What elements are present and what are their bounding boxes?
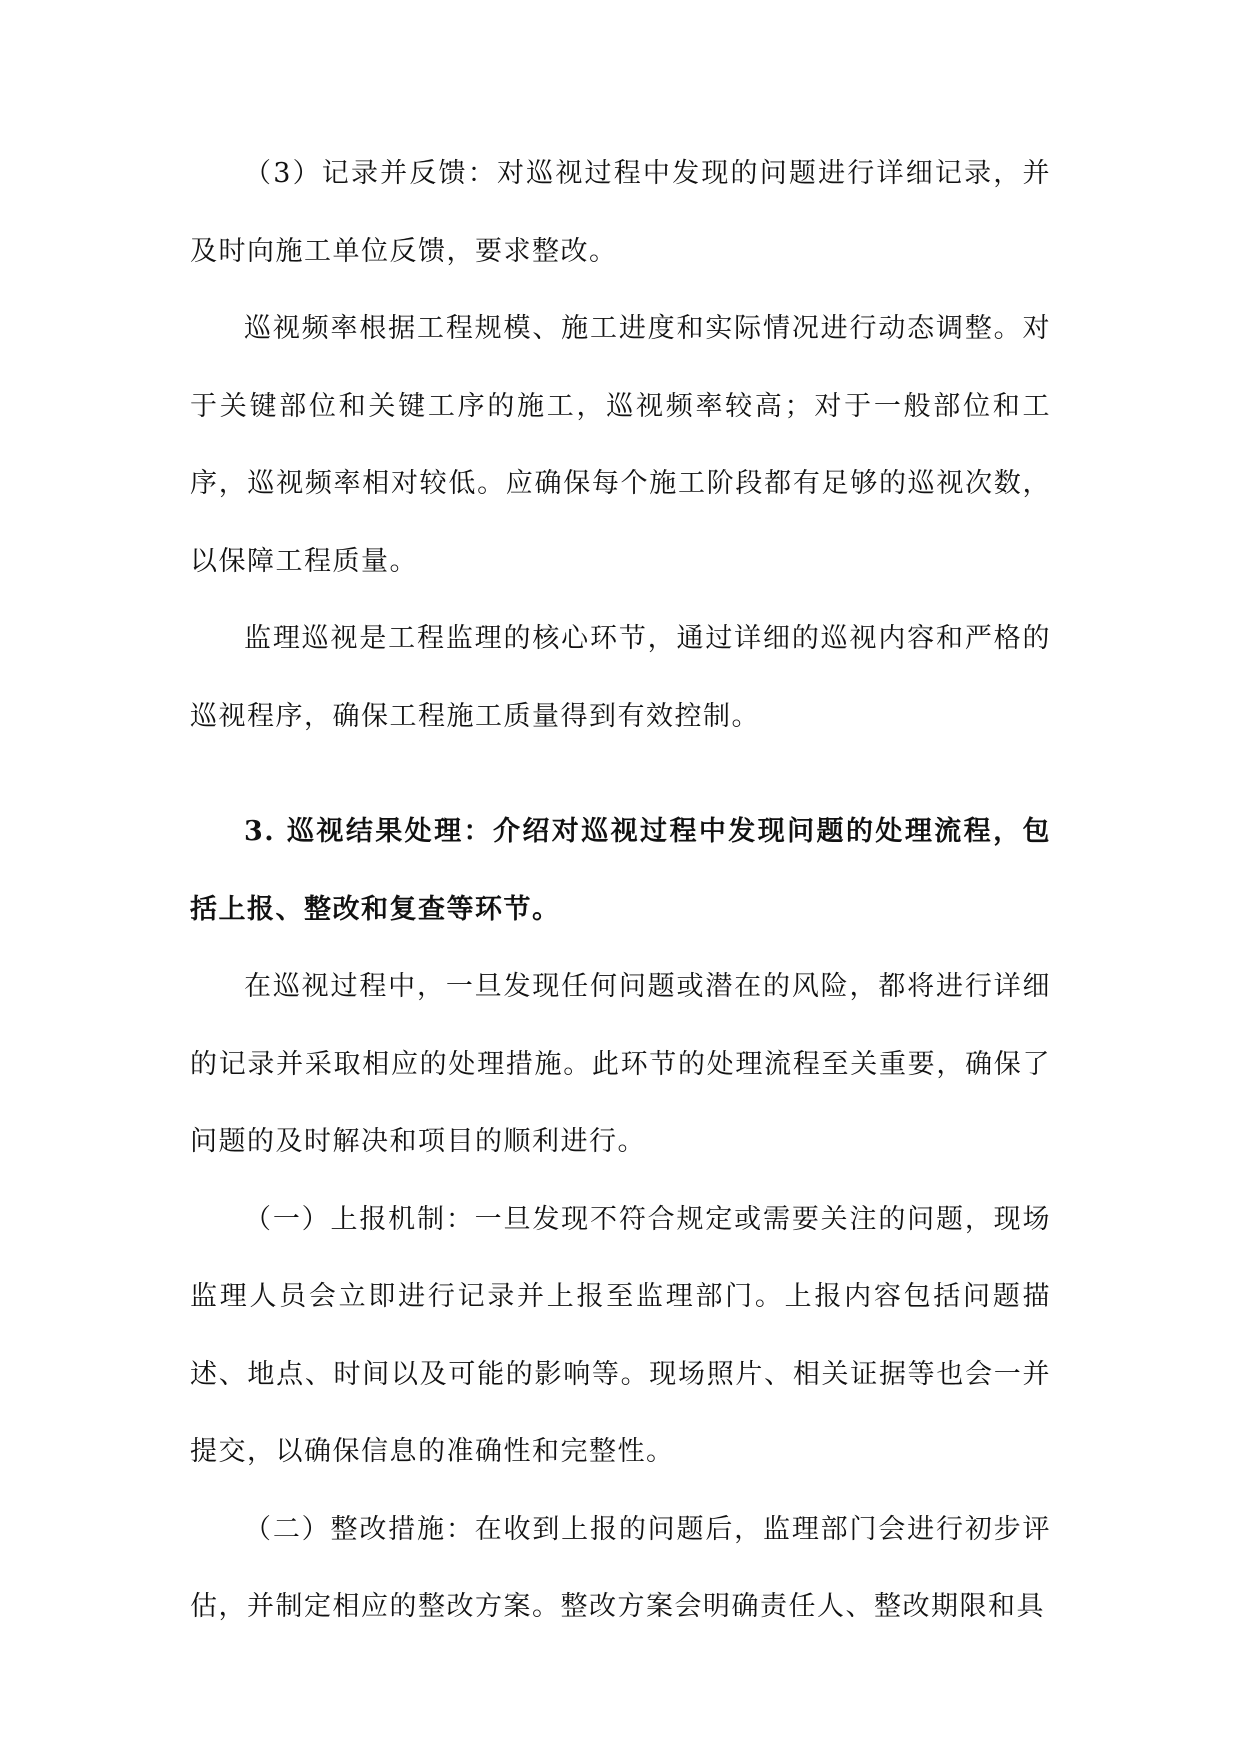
paragraph-inspection-summary: 监理巡视是工程监理的核心环节，通过详细的巡视内容和严格的巡视程序，确保工程施工质量得到有效控制。 — [190, 623, 1051, 732]
paragraph-rectification-measures: （二）整改措施：在收到上报的问题后，监理部门会进行初步评估，并制定相应的整改方案。整改方案会明确责任人、整改期限和具 — [190, 1513, 1051, 1622]
paragraph-inspection-frequency: 巡视频率根据工程规模、施工进度和实际情况进行动态调整。对于关键部位和关键工序的施工，巡视频率较高；对于一般部位和工序，巡视频率相对较低。应确保每个施工阶段都有足够的巡视次数，以保障工程质量。 — [190, 313, 1051, 577]
paragraph-results-intro: 在巡视过程中，一旦发现任何问题或潜在的风险，都将进行详细的记录并采取相应的处理措施。此环节的处理流程至关重要，确保了问题的及时解决和项目的顺利进行。 — [190, 971, 1051, 1157]
section-heading-inspection-results: 3. 巡视结果处理：介绍对巡视过程中发现问题的处理流程，包括上报、整改和复查等环节。 — [190, 816, 1051, 925]
paragraph-record-feedback: （3）记录并反馈：对巡视过程中发现的问题进行详细记录，并及时向施工单位反馈，要求整改。 — [190, 158, 1051, 267]
paragraph-reporting-mechanism: （一）上报机制：一旦发现不符合规定或需要关注的问题，现场监理人员会立即进行记录并上报至监理部门。上报内容包括问题描述、地点、时间以及可能的影响等。现场照片、相关证据等也会一并提交，以确保信息的准确性和完整性。 — [190, 1203, 1051, 1467]
